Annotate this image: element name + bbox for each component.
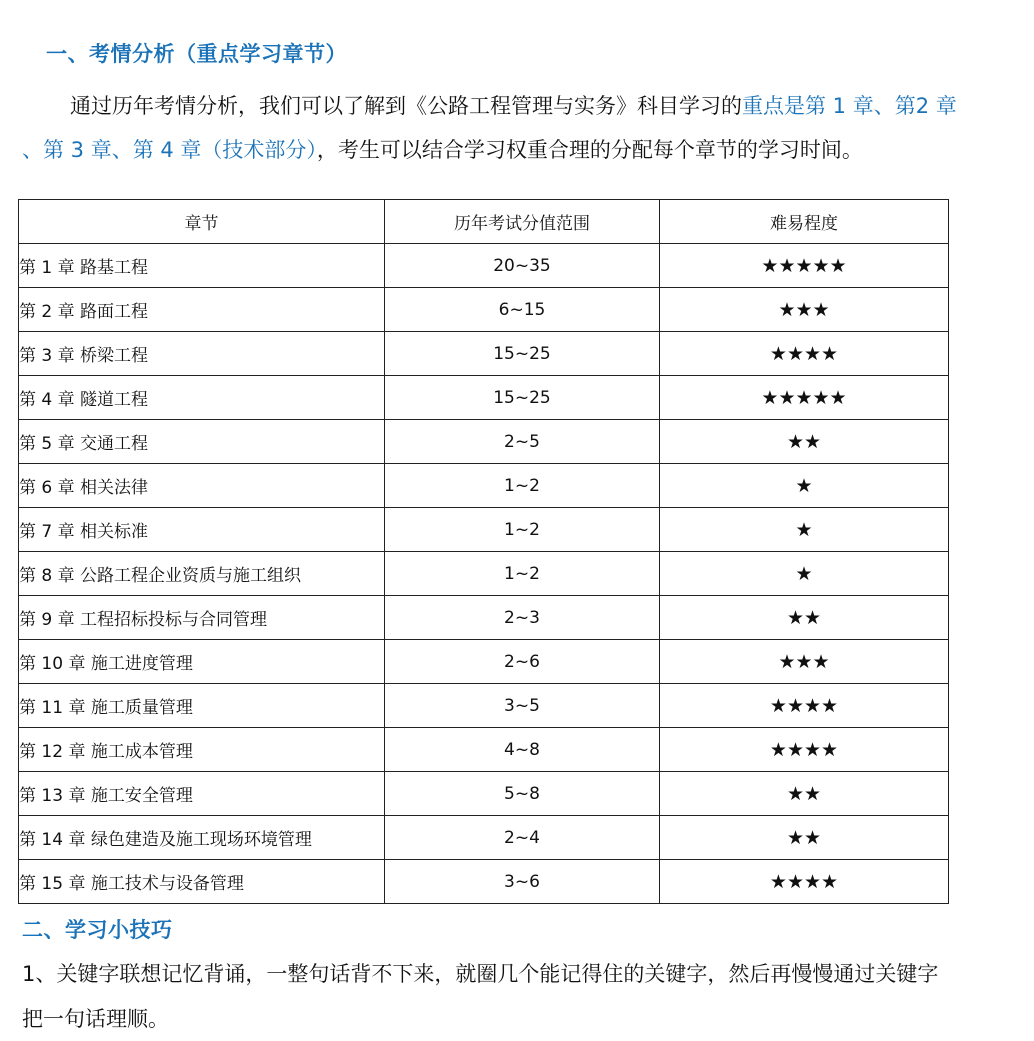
cell-difficulty-stars: ★★★: [660, 288, 949, 332]
cell-score-range: 2~3: [385, 596, 660, 640]
cell-chapter: 第 9 章 工程招标投标与合同管理: [19, 596, 385, 640]
table-row: [19, 728, 949, 772]
cell-chapter: 第 3 章 桥梁工程: [19, 332, 385, 376]
cell-chapter: 第 2 章 路面工程: [19, 288, 385, 332]
cell-difficulty-stars: ★: [660, 552, 949, 596]
table-row: [19, 376, 949, 420]
cell-difficulty-stars: ★★★★★: [660, 376, 949, 420]
cell-chapter: 第 8 章 公路工程企业资质与施工组织: [19, 552, 385, 596]
cell-chapter: 第 15 章 施工技术与设备管理: [19, 860, 385, 904]
table-row: [19, 420, 949, 464]
table-row: [19, 816, 949, 860]
cell-score-range: 3~5: [385, 684, 660, 728]
intro-paragraph-line-2: [22, 128, 863, 172]
table-header-row: [19, 200, 949, 244]
header-chapter: 章节: [19, 200, 385, 244]
cell-score-range: 4~8: [385, 728, 660, 772]
cell-difficulty-stars: ★: [660, 508, 949, 552]
section-title-exam-analysis: 一、考情分析（重点学习章节）: [46, 42, 347, 66]
cell-score-range: 20~35: [385, 244, 660, 288]
cell-chapter: 第 14 章 绿色建造及施工现场环境管理: [19, 816, 385, 860]
table-row: [19, 552, 949, 596]
intro-paragraph-line-1: [70, 84, 957, 128]
cell-chapter: 第 7 章 相关标准: [19, 508, 385, 552]
table-row: [19, 464, 949, 508]
cell-score-range: 2~5: [385, 420, 660, 464]
cell-score-range: 1~2: [385, 552, 660, 596]
cell-difficulty-stars: ★★★★: [660, 728, 949, 772]
cell-chapter: 第 13 章 施工安全管理: [19, 772, 385, 816]
cell-chapter: 第 5 章 交通工程: [19, 420, 385, 464]
cell-chapter: 第 11 章 施工质量管理: [19, 684, 385, 728]
cell-score-range: 5~8: [385, 772, 660, 816]
cell-difficulty-stars: ★★: [660, 420, 949, 464]
cell-score-range: 15~25: [385, 332, 660, 376]
cell-chapter: 第 1 章 路基工程: [19, 244, 385, 288]
table-row: [19, 772, 949, 816]
table-row: [19, 508, 949, 552]
table-row: [19, 332, 949, 376]
cell-difficulty-stars: ★★★★: [660, 684, 949, 728]
table-row: [19, 684, 949, 728]
cell-difficulty-stars: ★★: [660, 772, 949, 816]
table-row: [19, 288, 949, 332]
cell-difficulty-stars: ★★★: [660, 640, 949, 684]
chapter-score-table: [18, 199, 949, 904]
intro-highlight: 、第 3 章、第 4 章（技术部分）: [22, 138, 317, 162]
cell-score-range: 2~4: [385, 816, 660, 860]
tip-line-2: 把一句话理顺。: [22, 1007, 169, 1031]
cell-score-range: 6~15: [385, 288, 660, 332]
cell-difficulty-stars: ★★★★★: [660, 244, 949, 288]
table-row: [19, 244, 949, 288]
cell-score-range: 1~2: [385, 464, 660, 508]
table-row: [19, 640, 949, 684]
cell-chapter: 第 4 章 隧道工程: [19, 376, 385, 420]
header-score-range: 历年考试分值范围: [385, 200, 660, 244]
table-row: [19, 596, 949, 640]
cell-score-range: 15~25: [385, 376, 660, 420]
cell-chapter: 第 10 章 施工进度管理: [19, 640, 385, 684]
cell-score-range: 2~6: [385, 640, 660, 684]
section-title-study-tips: 二、学习小技巧: [22, 918, 173, 942]
cell-difficulty-stars: ★★: [660, 816, 949, 860]
intro-highlight: 重点是第 1 章、第2 章: [742, 94, 957, 118]
cell-chapter: 第 6 章 相关法律: [19, 464, 385, 508]
cell-score-range: 3~6: [385, 860, 660, 904]
cell-score-range: 1~2: [385, 508, 660, 552]
table-row: [19, 860, 949, 904]
header-difficulty: 难易程度: [660, 200, 949, 244]
intro-text: 通过历年考情分析，我们可以了解到《公路工程管理与实务》科目学习的: [70, 94, 742, 118]
intro-text: ，考生可以结合学习权重合理的分配每个章节的学习时间。: [316, 138, 863, 162]
cell-difficulty-stars: ★★★★: [660, 332, 949, 376]
tip-line-1: 1、关键字联想记忆背诵，一整句话背不下来，就圈几个能记得住的关键字，然后再慢慢通过关键字: [22, 962, 939, 986]
cell-difficulty-stars: ★: [660, 464, 949, 508]
cell-difficulty-stars: ★★: [660, 596, 949, 640]
cell-chapter: 第 12 章 施工成本管理: [19, 728, 385, 772]
cell-difficulty-stars: ★★★★: [660, 860, 949, 904]
